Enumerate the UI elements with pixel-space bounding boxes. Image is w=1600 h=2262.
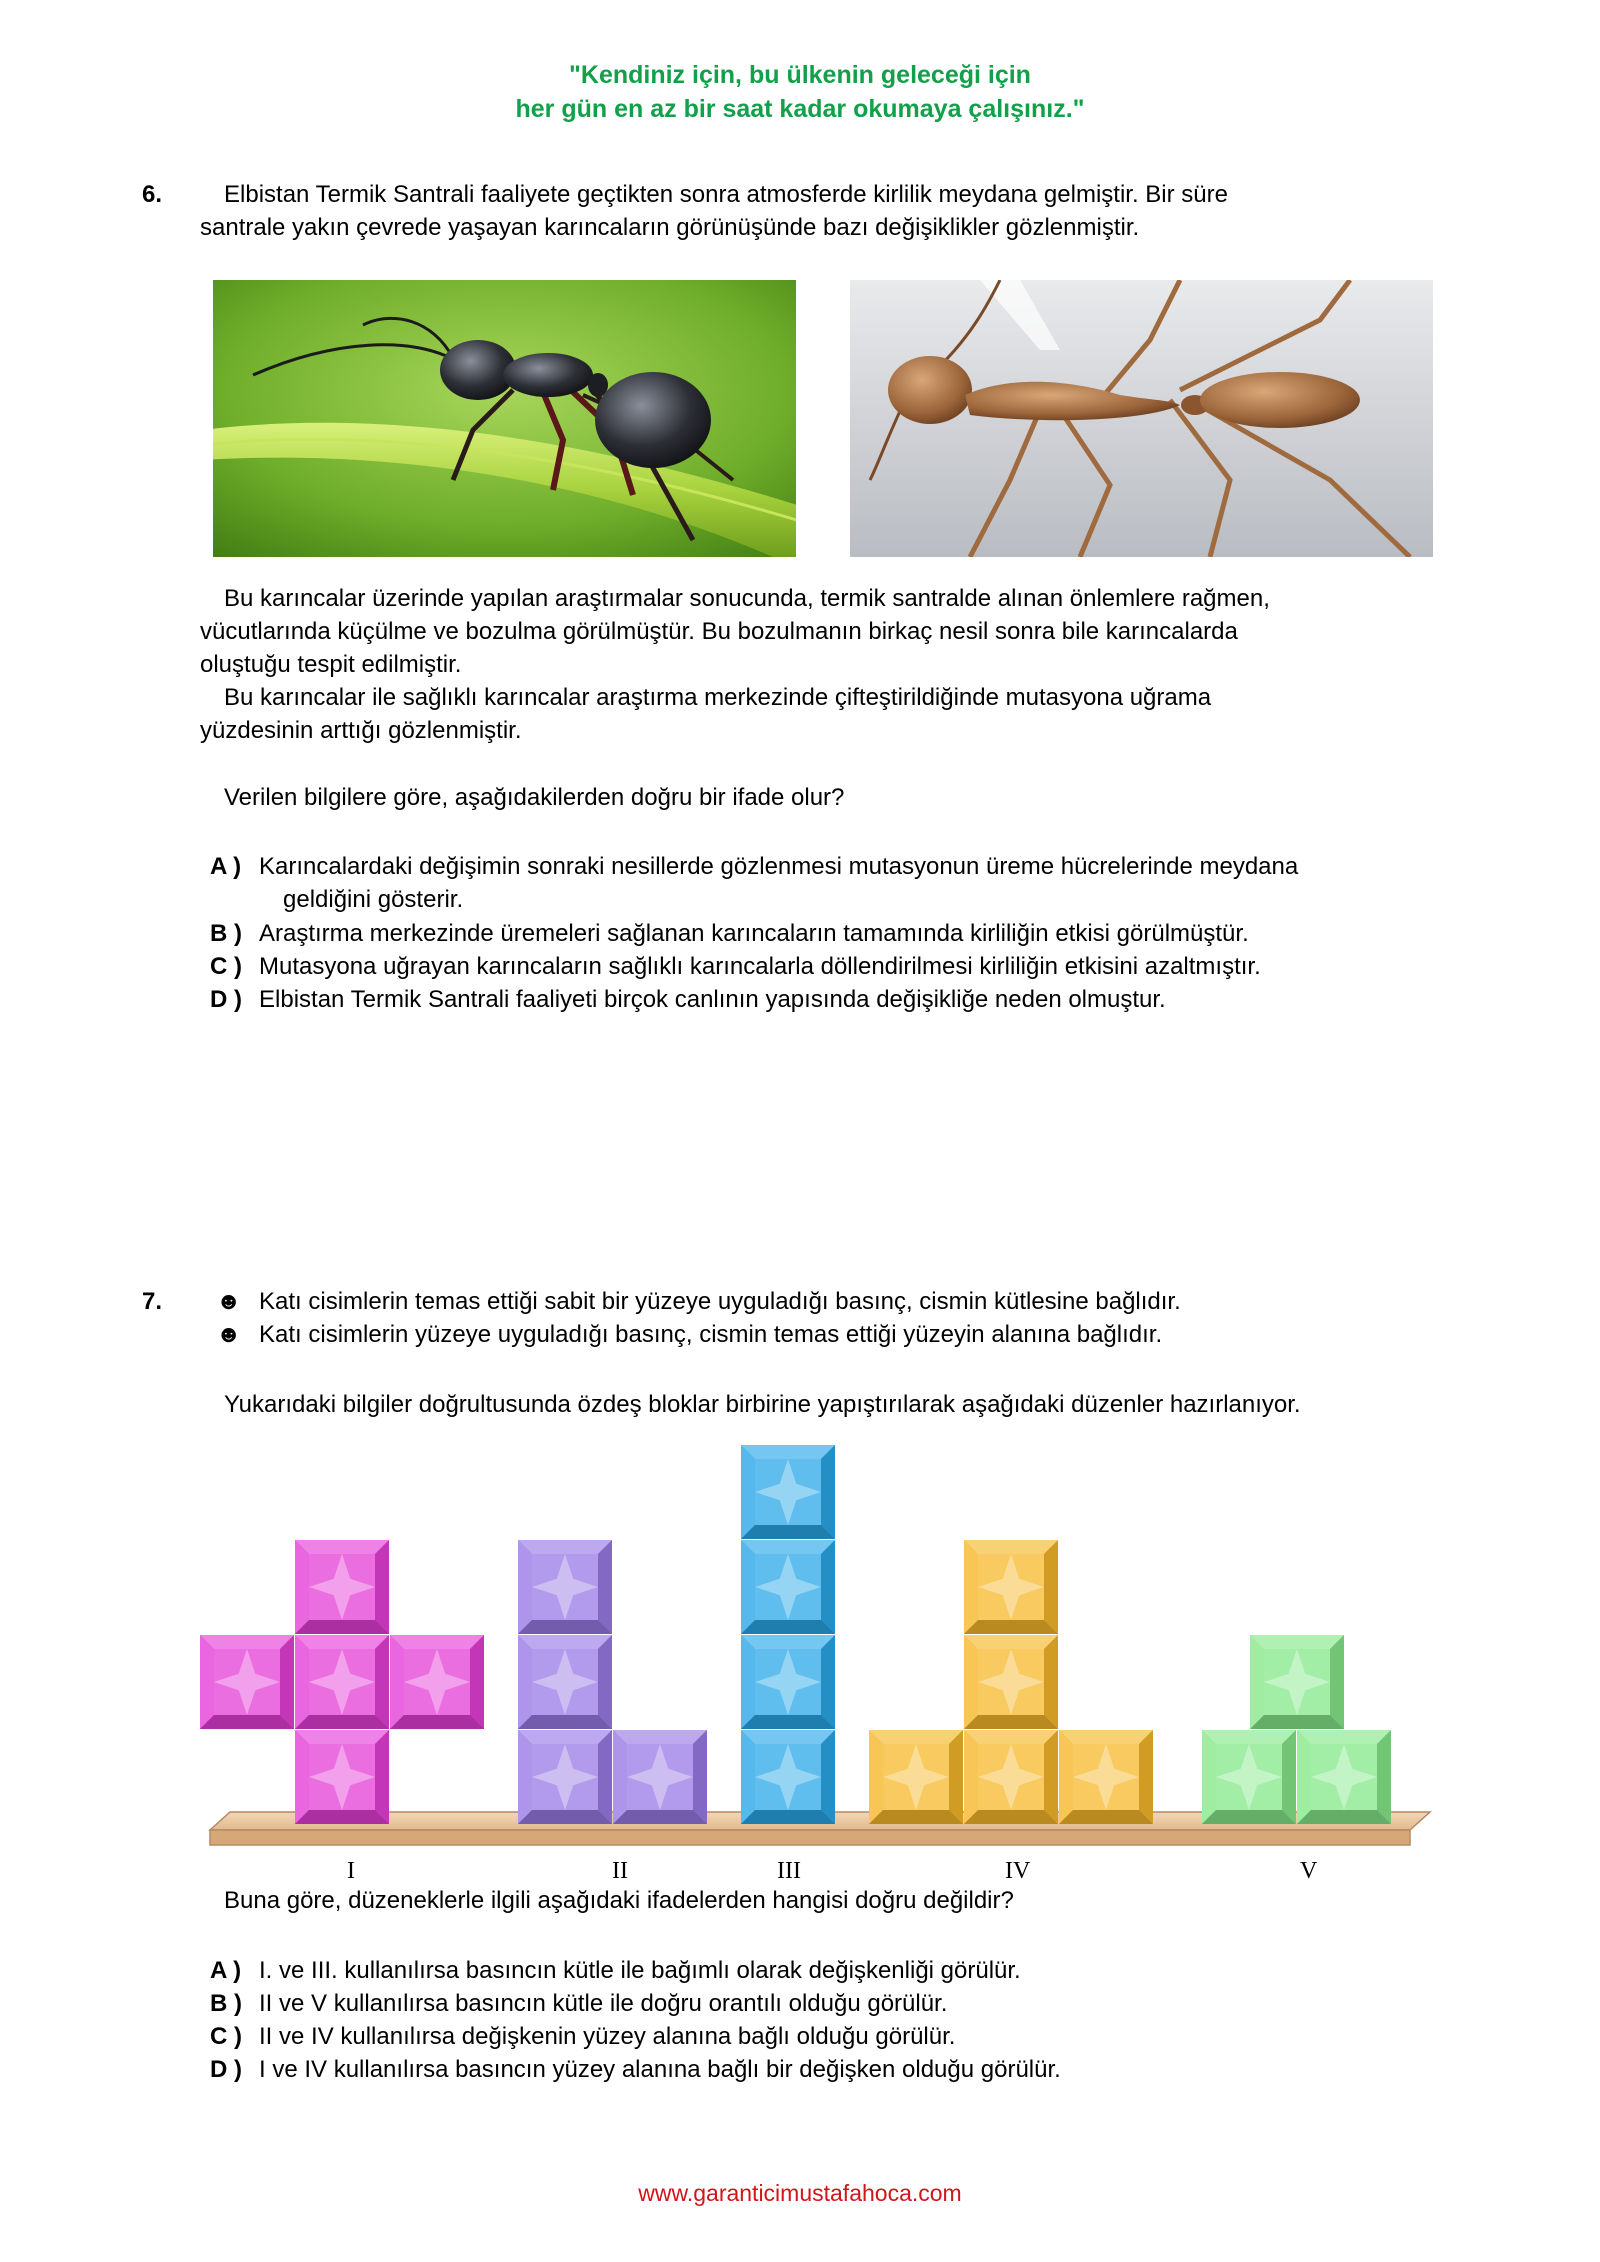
block-arrangement-4-cell-2 [964,1635,1058,1729]
block-arrangement-2-cell-1 [518,1540,612,1634]
block-arrangement-5-cell-2 [1202,1730,1296,1824]
q7-option-d-letter[interactable]: D ) [210,2056,242,2083]
q7-option-c-text[interactable]: II ve IV kullanılırsa değişkenin yüzey alanına bağlı olduğu görülür. [259,2023,956,2050]
block-arrangement-2-cell-4 [613,1730,707,1824]
label-arrangement-4: IV [1005,1858,1031,1884]
q7-bullet-1: Katı cisimlerin temas ettiği sabit bir yüzeye uyguladığı basınç, cismin kütlesine bağlıdır. [259,1288,1181,1315]
block-arrangement-3-cell-2 [741,1540,835,1634]
q7-question: Buna göre, düzeneklerle ilgili aşağıdaki ifadelerden hangisi doğru değildir? [224,1887,1014,1914]
label-arrangement-3: III [777,1858,801,1884]
block-arrangement-5-cell-3 [1297,1730,1391,1824]
q6-intro-line2: santrale yakın çevrede yaşayan karıncaların görünüşünde bazı değişiklikler gözlenmiştir. [200,214,1140,241]
q6-intro-line1: Elbistan Termik Santrali faaliyete geçtikten sonra atmosferde kirlilik meydana gelmiştir. Bir süre [224,181,1228,208]
question-7-number: 7. [142,1288,163,1315]
label-arrangement-5: V [1300,1858,1318,1884]
q6-option-b-letter[interactable]: B ) [210,920,242,947]
block-arrangement-3-cell-1 [741,1445,835,1539]
block-arrangement-3-cell-3 [741,1635,835,1729]
block-arrangement-5-cell-1 [1250,1635,1344,1729]
header-quote-line1: "Kendiniz için, bu ülkenin geleceği için [569,61,1031,89]
block-arrangement-4-cell-4 [964,1730,1058,1824]
q6-para-line4: Bu karıncalar ile sağlıklı karıncalar araştırma merkezinde çifteştirildiğinde mutasyona uğrama [224,684,1212,711]
block-arrangement-2-cell-2 [518,1635,612,1729]
block-arrangement-4-cell-3 [869,1730,963,1824]
q6-option-c-letter[interactable]: C ) [210,953,242,980]
q6-option-a-text[interactable]: Karıncalardaki değişimin sonraki nesillerde gözlenmesi mutasyonun üreme hücrelerinde meydana [259,853,1299,880]
q7-bullet-2-icon: ☻ [216,1321,242,1348]
footer-url[interactable]: www.garanticimustafahoca.com [638,2180,962,2206]
q7-option-a-letter[interactable]: A ) [210,1957,242,1984]
question-6-number: 6. [142,181,163,208]
header-quote-line2: her gün en az bir saat kadar okumaya çalışınız." [515,95,1085,123]
block-arrangement-4-cell-5 [1059,1730,1153,1824]
q6-para-line3: oluştuğu tespit edilmiştir. [200,651,462,678]
block-arrangement-1-cell-3 [295,1635,389,1729]
block-arrangement-1-cell-2 [200,1635,294,1729]
q6-para-line2: vücutlarında küçülme ve bozulma görülmüştür. Bu bozulmanın birkaç nesil sonra bile karıncalarda [200,618,1238,645]
q6-option-a-letter[interactable]: A ) [210,853,242,880]
q7-setup: Yukarıdaki bilgiler doğrultusunda özdeş bloklar birbirine yapıştırılarak aşağıdaki düzenler hazırlanıyor. [224,1391,1301,1418]
block-arrangement-2-cell-3 [518,1730,612,1824]
q6-option-b-text[interactable]: Araştırma merkezinde üremeleri sağlanan karıncaların tamamında kirliliğin etkisi görülmüştür. [259,920,1249,947]
block-arrangement-1-cell-4 [390,1635,484,1729]
q6-option-c-text[interactable]: Mutasyona uğrayan karıncaların sağlıklı karıncalarla döllendirilmesi kirliliğin etkisini azaltmıştır. [259,953,1261,980]
q6-option-d-letter[interactable]: D ) [210,986,242,1013]
block-arrangement-4-cell-1 [964,1540,1058,1634]
q6-question: Verilen bilgilere göre, aşağıdakilerden doğru bir ifade olur? [224,784,845,811]
shelf-edge [210,1830,1410,1845]
q7-option-b-text[interactable]: II ve V kullanılırsa basıncın kütle ile doğru orantılı olduğu görülür. [259,1990,948,2017]
q6-para-line5: yüzdesinin arttığı gözlenmiştir. [200,717,522,744]
q7-bullet-2: Katı cisimlerin yüzeye uyguladığı basınç, cismin temas ettiği yüzeyin alanına bağlıdır. [259,1321,1163,1348]
block-arrangement-1-cell-1 [295,1540,389,1634]
q7-bullet-1-icon: ☻ [216,1288,242,1315]
q7-option-d-text[interactable]: I ve IV kullanılırsa basıncın yüzey alanına bağlı bir değişken olduğu görülür. [259,2056,1061,2083]
q6-para-line1: Bu karıncalar üzerinde yapılan araştırmalar sonucunda, termik santralde alınan önlemlere rağmen, [224,585,1270,612]
block-arrangement-3-cell-4 [741,1730,835,1824]
q6-option-a-text-cont[interactable]: geldiğini gösterir. [283,886,464,913]
q7-option-c-letter[interactable]: C ) [210,2023,242,2050]
block-arrangement-1-cell-5 [295,1730,389,1824]
label-arrangement-1: I [347,1858,355,1884]
label-arrangement-2: II [612,1858,628,1884]
q7-option-a-text[interactable]: I. ve III. kullanılırsa basıncın kütle ile bağımlı olarak değişkenliği görülür. [259,1957,1021,1984]
q6-option-d-text[interactable]: Elbistan Termik Santrali faaliyeti birçok canlının yapısında değişikliğe neden olmuştur. [259,986,1166,1013]
q7-option-b-letter[interactable]: B ) [210,1990,242,2017]
